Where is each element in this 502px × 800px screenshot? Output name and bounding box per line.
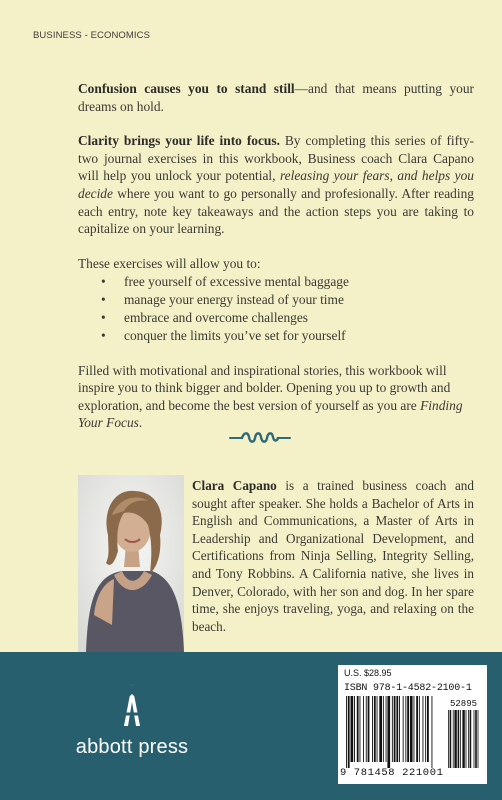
list-item-text: free yourself of excessive mental baggage [124,274,349,290]
list-item-text: embrace and overcome challenges [124,309,309,325]
isbn-label: ISBN 978-1-4582-2100-1 [344,683,472,694]
intro-paragraph [78,80,474,115]
isbn-barcode-panel [338,665,487,784]
closing-period: . [138,415,143,431]
bullet-icon: • [101,274,106,290]
bullet-icon: • [101,292,106,308]
author-bio [192,477,474,635]
bullet-icon: • [101,309,106,325]
list-item-text: conquer the limits you’ve set for yourself [124,327,346,343]
book-title-italic: Finding Your Focus [78,397,463,431]
bio-paragraph [192,477,474,635]
mountain-a-icon [52,680,212,736]
list-item [78,273,474,291]
exercises-lead: These exercises will allow you to: [78,255,261,271]
price-label: U.S. $28.95 [344,668,392,678]
author-photo [78,475,184,652]
wave-ornament-icon [228,428,292,448]
ean-number: 9 781458 221001 [340,767,444,779]
closing-text: Filled with motivational and inspirational stories, this workbook will inspire you to think bigger and bolder. Opening you up to growth and exploration, and become the best version of yourself as you are [78,362,451,413]
clarity-bold-lead: Clarity brings your life into focus. [78,133,280,149]
intro-rest: —and that means putting your dreams on hold. [78,81,474,114]
bio-text: is a trained business coach and sought after speaker. She holds a Bachelor of Arts in English and Communications, a Master of Arts in Leadership and Organizational Development, and Certifications from Ninja Selling, Integrity Selling, and Tony Robbins. A California native, she lives in Denver, Colorado, with her son and dog. In her spare time, she enjoys traveling, yoga, and relaxing on the beach. [192,478,474,634]
clarity-italic: releasing your fears, and helps you decide [78,168,475,201]
intro-bold-lead: Confusion causes you to stand still [78,81,295,96]
addon-number: 52895 [450,699,478,709]
clarity-text-2: where you want to go personally and profesionally. After reading each entry, note key takeaways and the action steps you are taking to capitalize on your learning. [78,185,474,237]
list-item-text: manage your energy instead of your time [124,292,344,308]
clarity-paragraph [78,132,474,238]
author-name: Clara Capano [192,478,277,493]
list-item [78,327,474,345]
footer-band [0,652,502,800]
back-cover-copy [78,80,474,432]
exercises-list [78,273,474,344]
list-item [78,291,474,309]
publisher-name: abbott press [75,736,189,758]
category-label: BUSINESS - ECONOMICS [33,30,151,41]
bullet-icon: • [101,327,106,343]
clarity-text-1: By completing this series of fifty-two journal exercises in this workbook, Business coach Clara Capano will help you unlock your potential, [78,133,474,184]
list-item [78,309,474,327]
barcode-bars [344,696,482,768]
publisher-logo [52,680,212,760]
closing-paragraph [78,362,474,432]
